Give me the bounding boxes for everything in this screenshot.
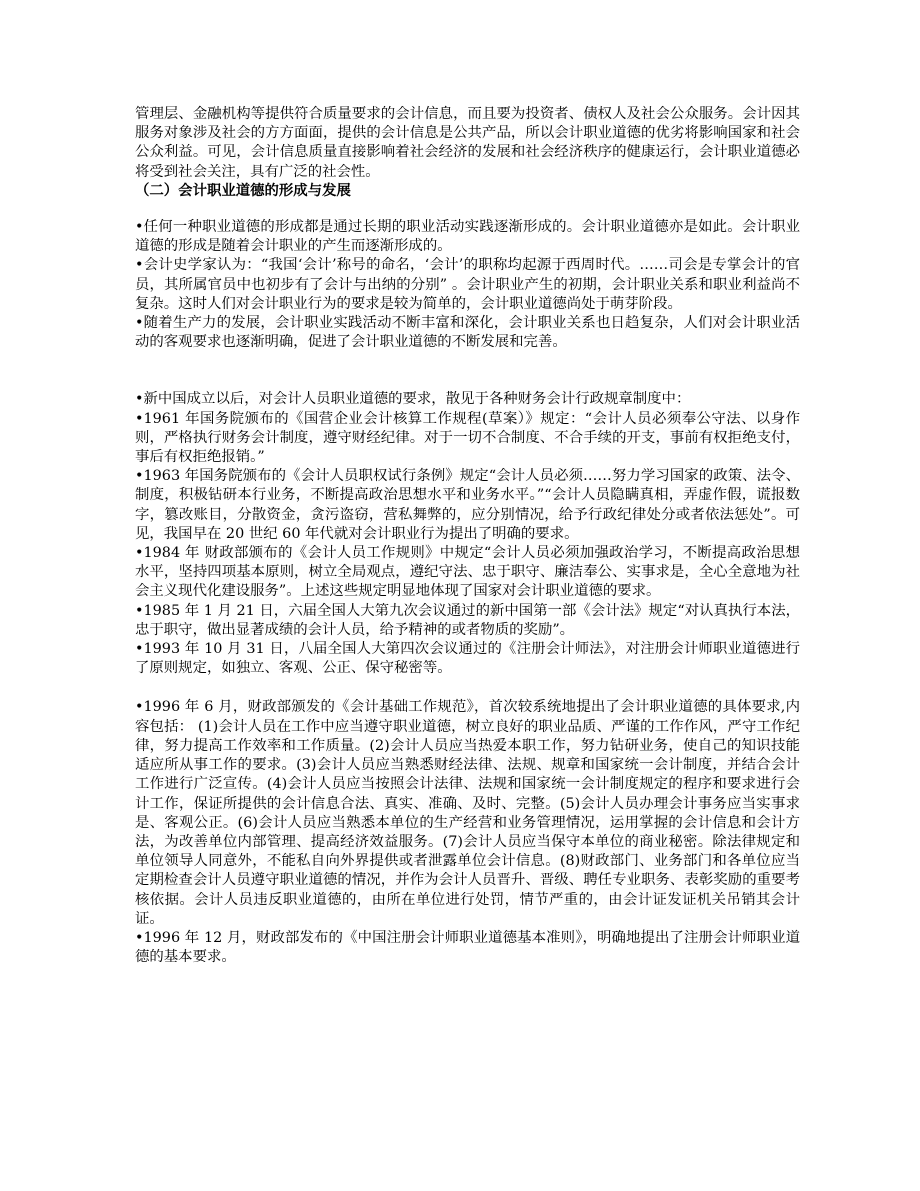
bullet-paragraph: •1984 年 财政部颁布的《会计人员工作规则》中规定“会计人员必须加强政治学习，不断提高政治思想水平，坚持四项基本原则，树立全局观点，遵纪守法、忠于职守、廉洁奉公、实事求是，全心全意地为社会主义现代化建设服务”。上述这些规定明显地体现了国家对会计职业道德的要求。 — [135, 545, 800, 600]
bullet-paragraph: •1963 年国务院颁布的《会计人员职权试行条例》规定“会计人员必须……努力学习国家的政策、法令、制度，积极钻研本行业务，不断提高政治思想水平和业务水平。”“会计人员隐瞒真相，弄虚作假，谎报数字，篡改账目，分散资金，贪污盗窃，营私舞弊的，应分别情况，给予行政纪律处分或者依法惩处”。可见，我国早在 20 世纪 60 年代就对会计职业行为提出了明确的要求。 — [135, 468, 800, 542]
bullet-paragraph: •1985 年 1 月 21 日，六届全国人大第九次会议通过的新中国第一部《会计法》规定“对认真执行本法，忠于职守，做出显著成绩的会计人员，给予精神的或者物质的奖励”。 — [135, 602, 800, 638]
document-page — [135, 105, 800, 967]
bullet-paragraph: •随着生产力的发展，会计职业实践活动不断丰富和深化，会计职业关系也日趋复杂，人们对会计职业活动的客观要求也逐渐明确，促进了会计职业道德的不断发展和完善。 — [135, 315, 800, 351]
bullet-paragraph: •新中国成立以后，对会计人员职业道德的要求，散见于各种财务会计行政规章制度中： — [135, 391, 691, 408]
bullet-paragraph: •1961 年国务院颁布的《国营企业会计核算工作规程(草案）》规定：“会计人员必须奉公守法、以身作则，严格执行财务会计制度，遵守财经纪律。对于一切不合制度、不合手续的开支，事前有权拒绝支付，事后有权拒绝报销。” — [135, 410, 800, 466]
bullet-paragraph: •1996 年 12 月，财政部发布的《中国注册会计师职业道德基本准则》，明确地提出了注册会计师职业道德的基本要求。 — [135, 929, 800, 966]
bullet-paragraph: •任何一种职业道德的形成都是通过长期的职业活动实践逐渐形成的。会计职业道德亦是如此。会计职业道德的形成是随着会计职业的产生而逐渐形成的。 — [135, 219, 800, 255]
spacer — [135, 678, 800, 698]
spacer — [135, 201, 800, 218]
bullet-paragraph: •会计史学家认为：“我国‘会计’称号的命名，‘会计’的职称均起源于西周时代。……司会是专掌会计的官员，其所属官员中也初步有了会计与出纳的分别” 。会计职业产生的初期，会计职业关系和职业利益尚不复杂。这时人们对会计职业行为的要求是较为简单的，会计职业道德尚处于萌芽阶段。 — [135, 257, 800, 312]
intro-paragraph: 管理层、金融机构等提供符合质量要求的会计信息，而且要为投资者、债权人及社会公众服务。会计因其服务对象涉及社会的方方面面，提供的会计信息是公共产品，所以会计职业道德的优劣将影响国家和社会公众利益。可见，会计信息质量直接影响着社会经济的发展和社会经济秩序的健康运行，会计职业道德必将受到社会关注，具有广泛的社会性。 — [135, 106, 800, 180]
section-heading: （二）会计职业道德的形成与发展 — [135, 182, 351, 199]
spacer — [135, 352, 800, 390]
bullet-paragraph: •1993 年 10 月 31 日，八届全国人大第四次会议通过的《注册会计师法》，对注册会计师职业道德进行了原则规定，如独立、客观、公正、保守秘密等。 — [135, 641, 800, 677]
bullet-paragraph: •1996 年 6 月，财政部颁发的《会计基础工作规范》，首次较系统地提出了会计职业道德的具体要求,内容包括： (1)会计人员在工作中应当遵守职业道德，树立良好的职业品质、严谨的工作作风，严守工作纪律，努力提高工作效率和工作质量。(2)会计人员应当热爱本职工作，努力钻研业务，使自己的知识技能适应所从事工作的要求。(3)会计人员应当熟悉财经法律、法规、规章和国家统一会计制度，并结合会计工作进行广泛宣传。(4)会计人员应当按照会计法律、法规和国家统一会计制度规定的程序和要求进行会计工作，保证所提供的会计信息合法、真实、准确、及时、完整。(5)会计人员办理会计事务应当实事求是、客观公正。(6)会计人员应当熟悉本单位的生产经营和业务管理情况，运用掌握的会计信息和会计方法，为改善单位内部管理、提高经济效益服务。(7)会计人员应当保守本单位的商业秘密。除法律规定和单位领导人同意外，不能私自向外界提供或者泄露单位会计信息。(8)财政部门、业务部门和各单位应当定期检查会计人员遵守职业道德的情况，并作为会计人员晋升、晋级、聘任专业职务、表彰奖励的重要考核依据。会计人员违反职业道德的，由所在单位进行处罚，情节严重的，由会计证发证机关吊销其会计证。 — [135, 699, 800, 927]
